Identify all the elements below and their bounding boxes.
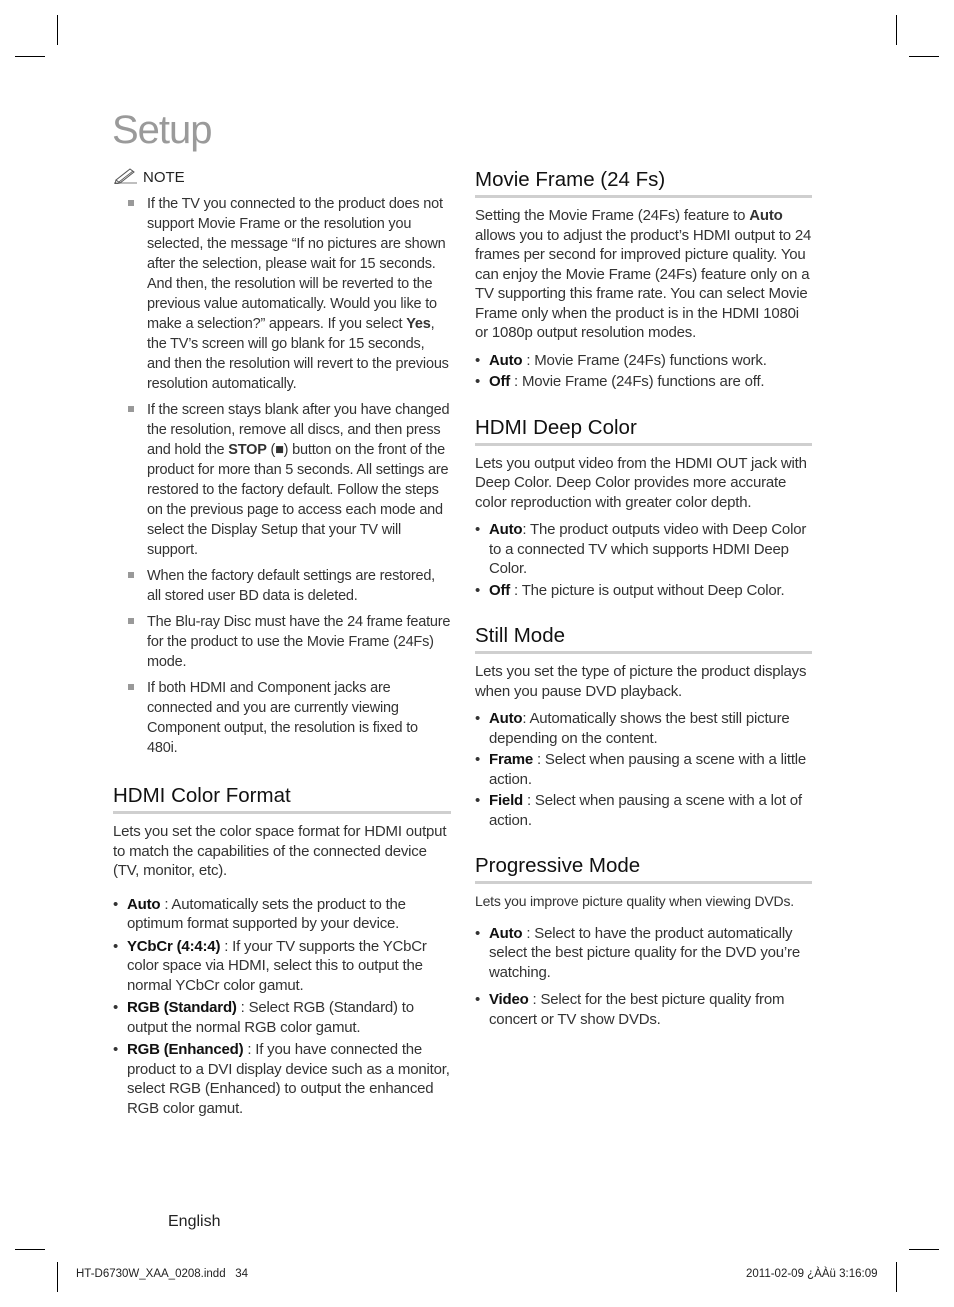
section-heading-hdmi-color-format: HDMI Color Format — [113, 784, 451, 814]
crop-mark — [15, 1249, 45, 1250]
crop-mark — [15, 56, 45, 57]
crop-mark — [909, 56, 939, 57]
option-item: • Off : Movie Frame (24Fs) functions are off. — [475, 372, 812, 392]
option-item: • Auto : Automatically sets the product to the optimum format supported by your device. — [113, 895, 451, 934]
note-label: NOTE — [143, 168, 185, 186]
crop-mark — [896, 1262, 897, 1292]
option-item: • RGB (Enhanced) : If you have connected the product to a DVI display device such as a monitor, select RGB (Enhanced) to output the enhanced RGB color gamut. — [113, 1040, 451, 1118]
option-item: • Off : The picture is output without Deep Color. — [475, 581, 812, 601]
option-item: • Auto : Movie Frame (24Fs) functions work. — [475, 351, 812, 371]
option-list — [113, 895, 451, 1119]
note-item: If the TV you connected to the product does not support Movie Frame or the resolution you selected, the message “If no pictures are shown after the selection, please wait for 15 seconds. And then, the resolution will be reverted to the previous value automatically. Would you like to make a selection?” appears. If you select Yes, the TV’s screen will go blank for 15 seconds, and then the resolution will revert to the previous resolution automatically. — [113, 194, 451, 394]
section-heading-still-mode: Still Mode — [475, 624, 812, 654]
note-item: If both HDMI and Component jacks are connected and you are currently viewing Component output, the resolution is fixed to 480i. — [113, 678, 451, 758]
option-item: • Auto: The product outputs video with Deep Color to a connected TV which supports HDMI Deep Color. — [475, 520, 812, 579]
section-intro: Lets you output video from the HDMI OUT jack with Deep Color. Deep Color provides more accurate color reproduction with greater color depth. — [475, 454, 807, 511]
right-column — [475, 168, 812, 1031]
section-heading-progressive-mode: Progressive Mode — [475, 854, 812, 884]
option-list — [475, 351, 812, 392]
section-heading-movie-frame: Movie Frame (24 Fs) — [475, 168, 812, 198]
print-slug-date: 2011-02-09 ¿ÀÀü 3:16:09 — [746, 1268, 878, 1280]
note-item: The Blu-ray Disc must have the 24 frame feature for the product to use the Movie Frame (24Fs) mode. — [113, 612, 451, 672]
option-item: • Auto : Select to have the product automatically select the best picture quality for the DVD you’re watching. — [475, 924, 812, 983]
crop-mark — [909, 1249, 939, 1250]
section-intro: Setting the Movie Frame (24Fs) feature to Auto allows you to adjust the product’s HDMI output to 24 frames per second for improved picture quality. You can enjoy the Movie Frame (24Fs) feature only on a TV supporting this frame rate. You can select Movie Frame only when the product is in the HDMI 1080i or 1080p output resolution modes. — [475, 207, 812, 341]
note-list — [113, 194, 451, 758]
note-item: If the screen stays blank after you have changed the resolution, remove all discs, and then press and hold the STOP (■) button on the front of the product for more than 5 seconds. All settings are restored to the factory default. Follow the steps on the previous page to access each mode and select the Display Setup that your TV will support. — [113, 400, 451, 560]
option-list — [475, 709, 812, 830]
option-list — [475, 520, 812, 600]
option-item: • Video : Select for the best picture quality from concert or TV show DVDs. — [475, 990, 812, 1029]
crop-mark — [57, 15, 58, 45]
slug-filename: HT-D6730W_XAA_0208.indd — [76, 1268, 226, 1280]
option-item: • Frame : Select when pausing a scene with a little action. — [475, 750, 812, 789]
pencil-icon — [113, 166, 139, 188]
page-number: 34 — [235, 1268, 248, 1280]
print-slug-left — [76, 1268, 248, 1280]
section-intro: Lets you improve picture quality when viewing DVDs. — [475, 893, 794, 909]
crop-mark — [57, 1262, 58, 1292]
left-column — [113, 160, 451, 1120]
note-item: When the factory default settings are restored, all stored user BD data is deleted. — [113, 566, 451, 606]
option-item: • Auto: Automatically shows the best still picture depending on the content. — [475, 709, 812, 748]
page-title: Setup — [112, 108, 212, 152]
section-intro: Lets you set the color space format for HDMI output to match the capabilities of the connected device (TV, monitor, etc). — [113, 823, 447, 879]
option-item: • Field : Select when pausing a scene with a lot of action. — [475, 791, 812, 830]
option-item: • RGB (Standard) : Select RGB (Standard) to output the normal RGB color gamut. — [113, 998, 451, 1037]
note-header — [113, 166, 451, 188]
option-list — [475, 924, 812, 1030]
crop-mark — [896, 15, 897, 45]
option-item: • YCbCr (4:4:4) : If your TV supports the YCbCr color space via HDMI, select this to output the normal YCbCr color gamut. — [113, 937, 451, 996]
section-heading-hdmi-deep-color: HDMI Deep Color — [475, 416, 812, 446]
section-intro: Lets you set the type of picture the product displays when you pause DVD playback. — [475, 663, 807, 700]
footer-language: English — [168, 1213, 221, 1230]
